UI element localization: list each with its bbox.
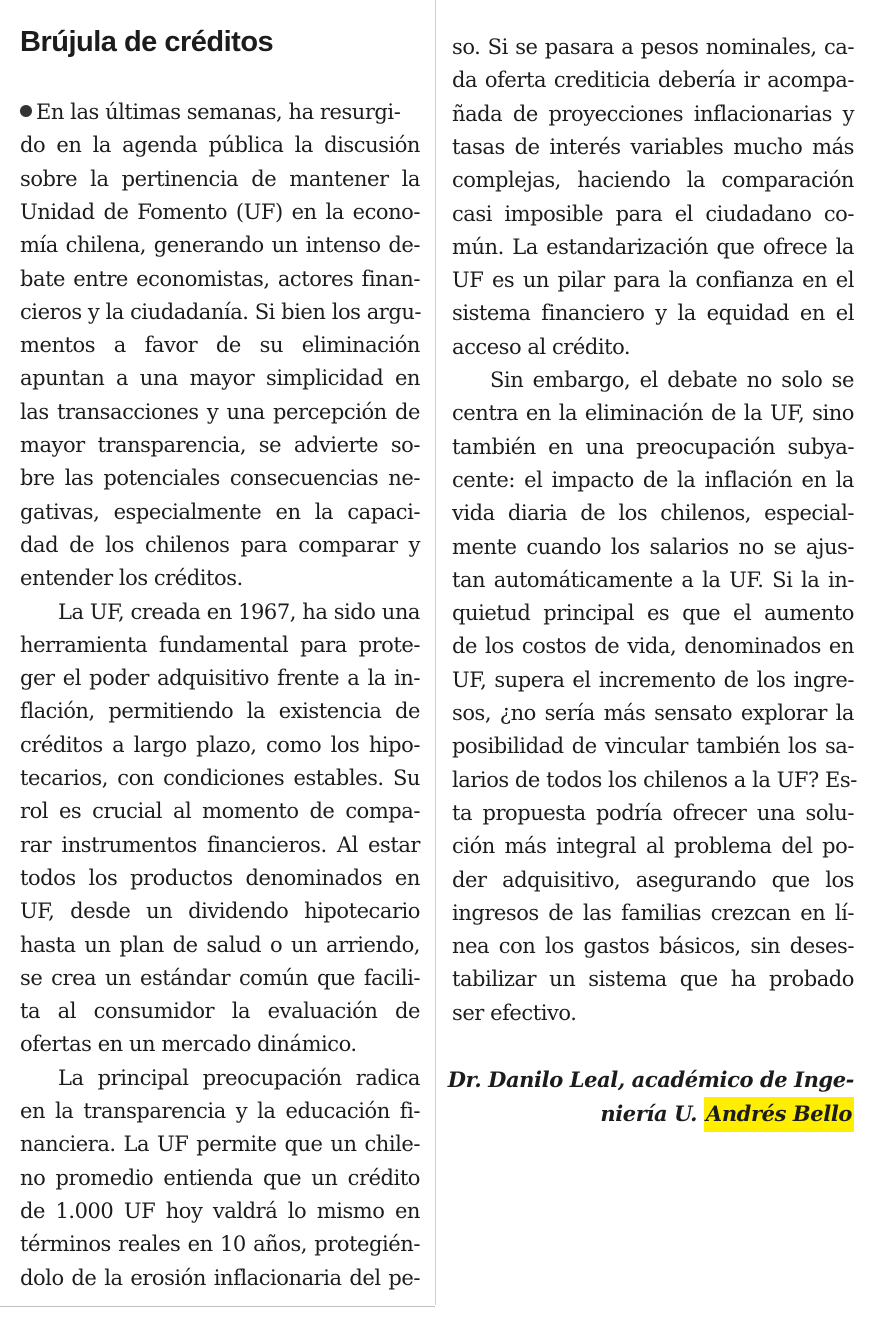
article-title: Brújula de créditos: [20, 26, 274, 58]
text-line: herramienta fundamental para prote-: [20, 632, 420, 657]
text-line: también en una preocupación subya-: [452, 434, 854, 459]
text-line: de los costos de vida, denominados en: [452, 634, 854, 659]
text-line: nanciera. La UF permite que un chile-: [20, 1132, 420, 1157]
text-line: tasas de interés variables mucho más: [452, 134, 854, 159]
text-line: ta propuesta podría ofrecer una solu-: [452, 800, 854, 825]
text-line: complejas, haciendo la comparación: [452, 168, 854, 193]
text-line: ta al consumidor la evaluación de: [20, 999, 420, 1024]
text-line: cieros y la ciudadanía. Si bien los argu-: [20, 299, 422, 324]
text-line: flación, permitiendo la existencia de: [20, 699, 420, 724]
text-line: en la transparencia y la educación fi-: [20, 1099, 420, 1123]
text-line: casi imposible para el ciudadano co-: [452, 201, 854, 226]
text-line: UF es un pilar para la confianza en el: [452, 268, 854, 293]
text-line: do en la agenda pública la discusión: [20, 133, 420, 158]
text-line: bate entre economistas, actores finan-: [20, 266, 420, 291]
text-line: mún. La estandarización que ofrece la: [452, 234, 854, 259]
text-line: ger el poder adquisitivo frente a la in-: [20, 666, 420, 691]
text-line: rar instrumentos financieros. Al estar: [20, 832, 420, 857]
text-line: tecarios, con condiciones estables. Su: [20, 766, 420, 790]
text-line: términos reales en 10 años, protegién-: [20, 1232, 420, 1257]
text-line-content: En las últimas semanas, ha resurgi-: [36, 100, 401, 124]
text-line: da oferta crediticia debería ir acompa-: [452, 68, 854, 93]
text-line: de 1.000 UF hoy valdrá lo mismo en: [20, 1198, 420, 1223]
text-line: Unidad de Fomento (UF) en la econo-: [20, 199, 420, 224]
text-line: sistema financiero y la equidad en el: [452, 301, 854, 326]
author-signature-line-2: [600, 1097, 854, 1131]
text-line: UF, desde un dividendo hipotecario: [20, 899, 420, 924]
text-line: créditos a largo plazo, como los hipo-: [20, 732, 420, 757]
text-line: se crea un estándar común que facili-: [20, 965, 420, 990]
text-line: nea con los gastos básicos, sin deses-: [452, 934, 854, 959]
text-line: posibilidad de vincular también los sa-: [452, 734, 854, 759]
text-line: cente: el impacto de la inflación en la: [452, 467, 854, 492]
text-line: tabilizar un sistema que ha probado: [452, 967, 854, 992]
author-signature-line-1: Dr. Danilo Leal, académico de Inge-: [447, 1067, 854, 1092]
text-line: entender los créditos.: [20, 566, 243, 591]
text-line: ñada de proyecciones inflacionarias y: [452, 101, 854, 126]
text-line: ción más integral al problema del po-: [452, 834, 854, 859]
text-line: las transacciones y una percepción de: [20, 399, 420, 424]
text-line: tan automáticamente a la UF. Si la in-: [452, 567, 854, 592]
text-line: ser efectivo.: [452, 1000, 577, 1025]
column-divider: [435, 0, 436, 1305]
text-line: acceso al crédito.: [452, 334, 631, 359]
text-line: dolo de la erosión inflacionaria del pe-: [20, 1265, 420, 1290]
text-line: [20, 95, 400, 129]
text-line: quietud principal es que el aumento: [452, 601, 854, 626]
text-line: bre las potenciales consecuencias ne-: [20, 466, 420, 491]
text-line: rol es crucial al momento de compa-: [20, 799, 420, 824]
text-line: Sin embargo, el debate no solo se: [490, 368, 854, 392]
text-line: mente cuando los salarios no se ajus-: [452, 534, 854, 559]
bottom-rule: [0, 1306, 435, 1307]
text-line: UF, supera el incremento de los ingre-: [452, 667, 854, 692]
text-line: todos los productos denominados en: [20, 865, 420, 890]
text-line: sobre la pertinencia de mantener la: [20, 166, 420, 191]
text-line: dad de los chilenos para comparar y: [20, 532, 420, 557]
text-line: mía chilena, generando un intenso de-: [20, 233, 420, 258]
text-line: larios de todos los chilenos a la UF? Es-: [452, 767, 857, 792]
text-line: sos, ¿no sería más sensato explorar la: [452, 701, 854, 725]
text-line: La UF, creada en 1967, ha sido una: [58, 599, 420, 624]
text-line: der adquisitivo, asegurando que los: [452, 867, 854, 892]
text-line: apuntan a una mayor simplicidad en: [20, 366, 420, 391]
text-line: centra en la eliminación de la UF, sino: [452, 401, 854, 426]
signature-text: niería U.: [600, 1101, 704, 1126]
text-line: gativas, especialmente en la capaci-: [20, 499, 420, 524]
text-line: so. Si se pasara a pesos nominales, ca-: [452, 35, 854, 59]
text-line: hasta un plan de salud o un arriendo,: [20, 932, 420, 957]
text-line: ofertas en un mercado dinámico.: [20, 1032, 357, 1057]
text-line: mentos a favor de su eliminación: [20, 333, 420, 358]
text-line: ingresos de las familias crezcan en lí-: [452, 900, 854, 925]
text-line: no promedio entienda que un crédito: [20, 1165, 420, 1190]
bullet-icon: [20, 105, 32, 117]
text-line: La principal preocupación radica: [58, 1065, 420, 1090]
text-line: vida diaria de los chilenos, especial-: [452, 501, 854, 526]
highlighted-text: Andrés Bello: [704, 1097, 854, 1132]
text-line: mayor transparencia, se advierte so-: [20, 433, 420, 457]
